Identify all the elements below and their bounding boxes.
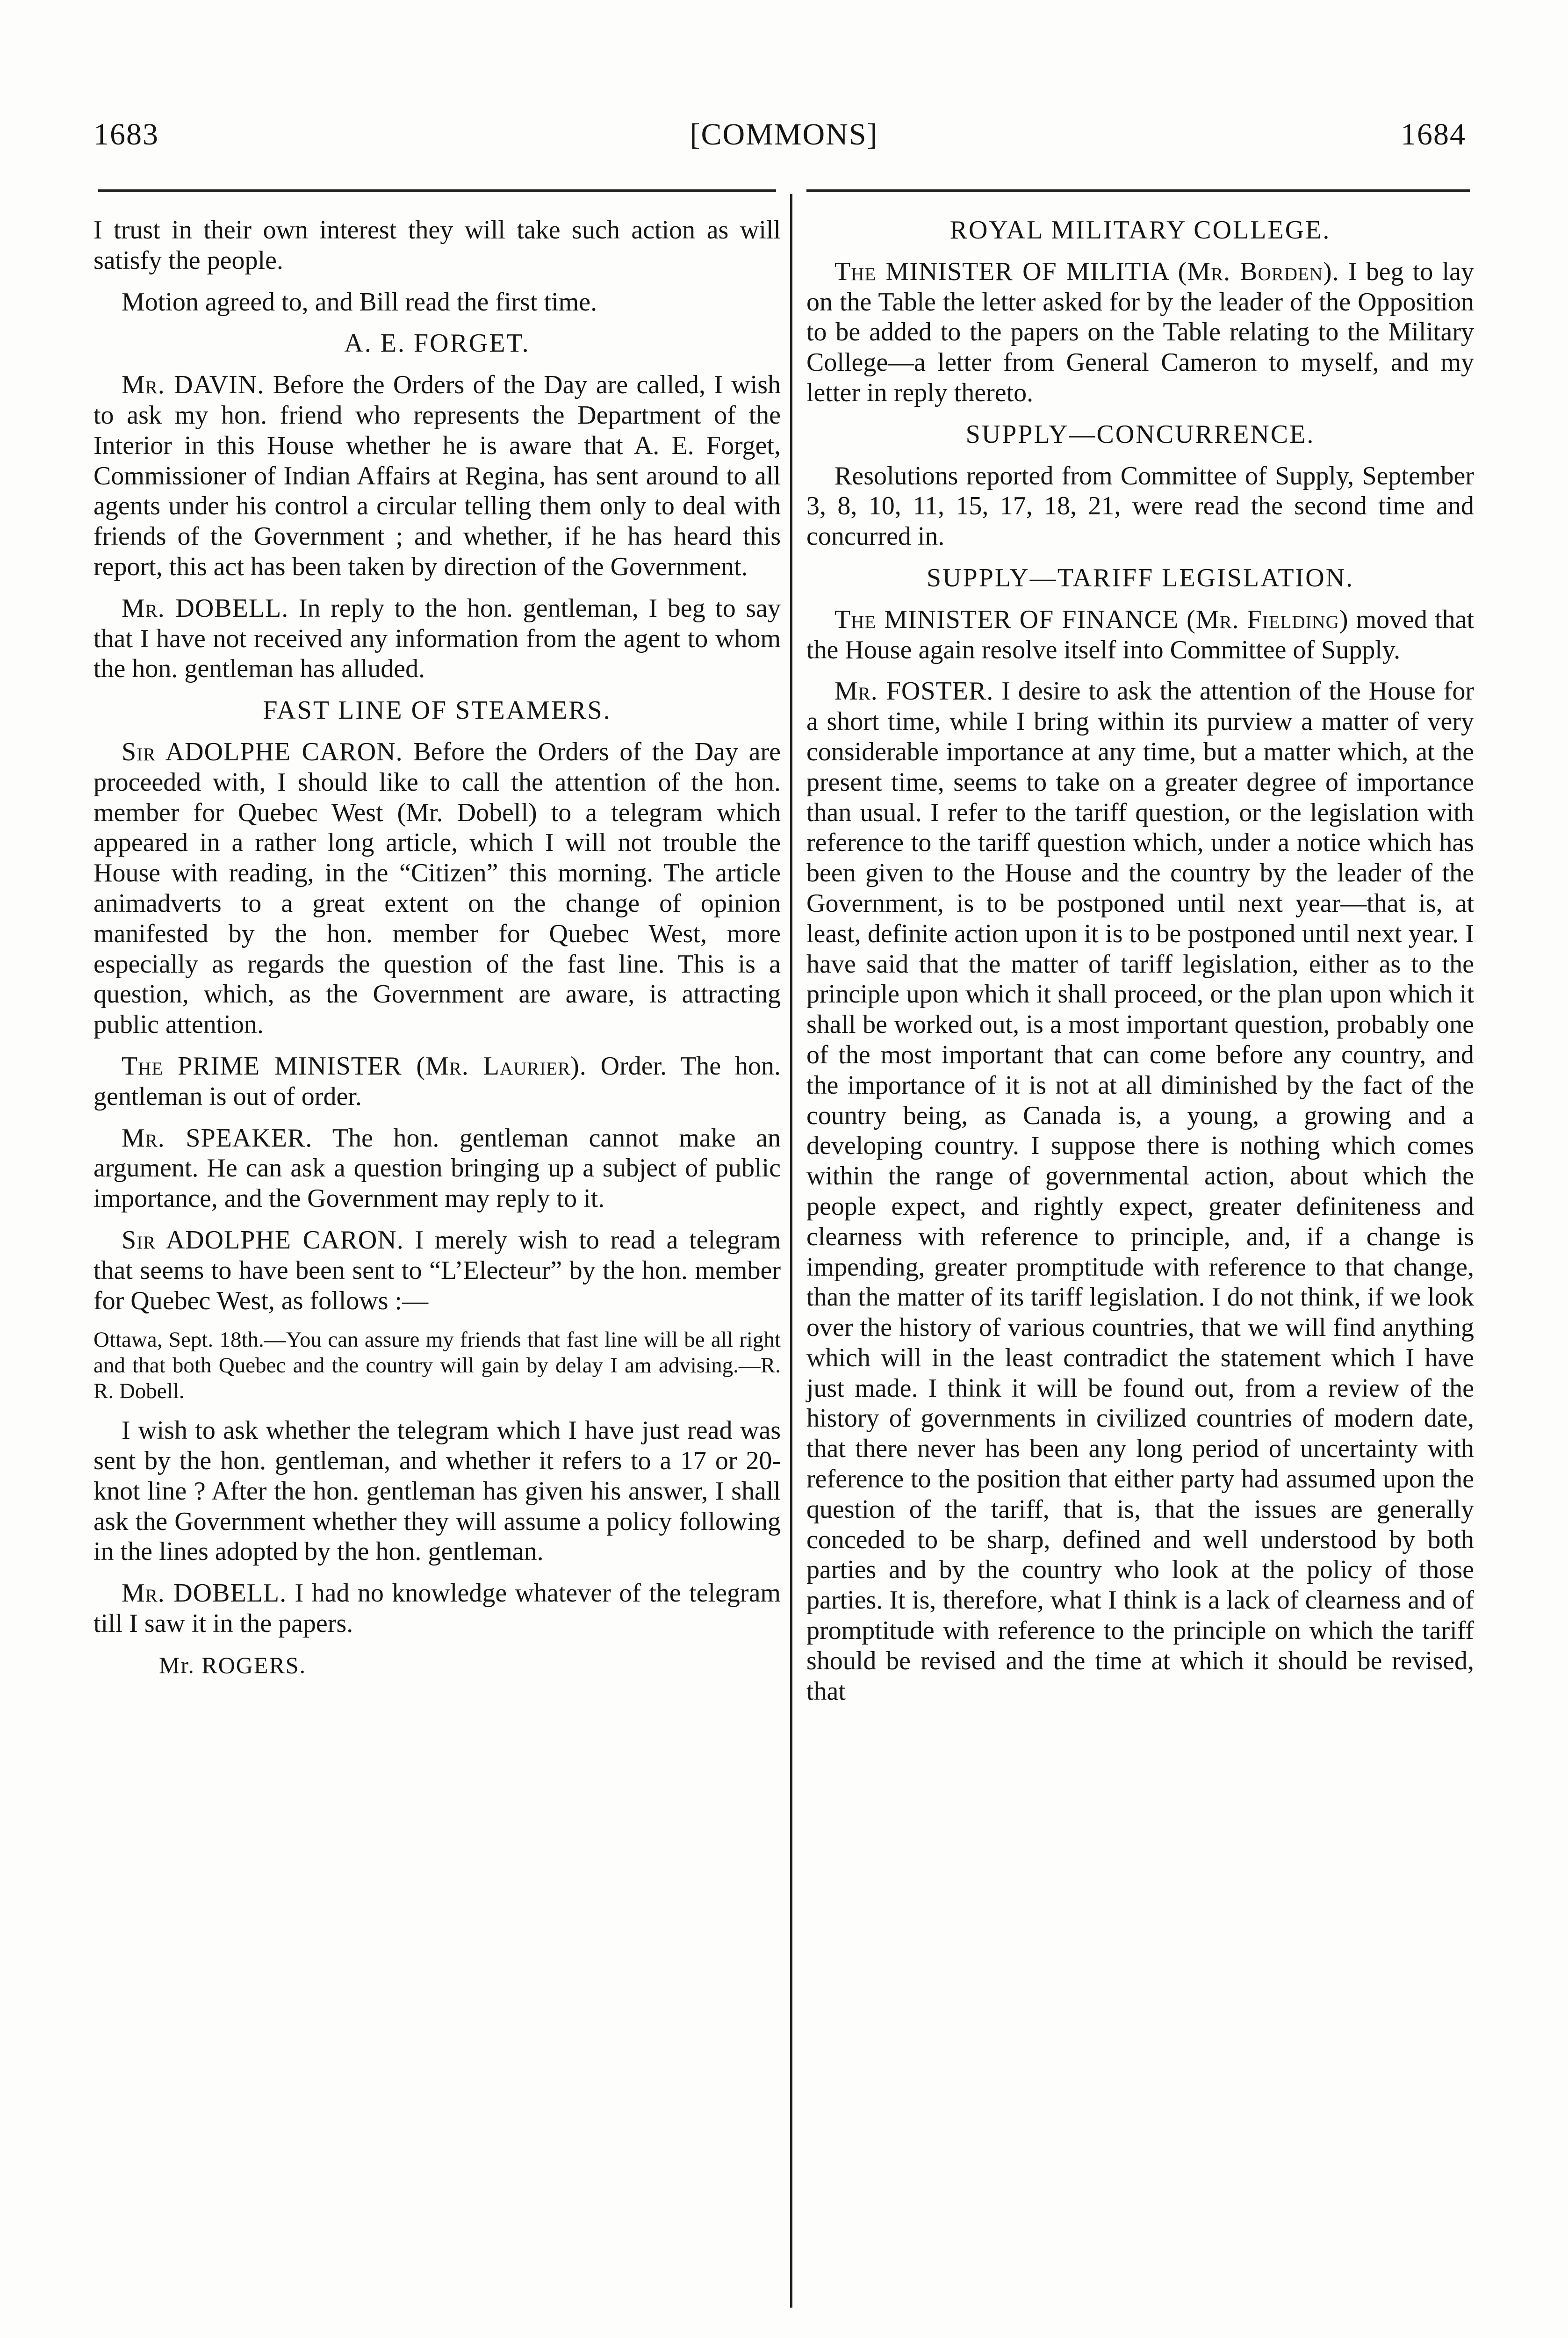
header-rule-left: [98, 189, 776, 192]
running-header: [COMMONS]: [690, 117, 878, 152]
speech-paragraph: [94, 1225, 781, 1316]
telegram-quote: Ottawa, Sept. 18th.—You can assure my friends that fast line will be all right and that both Quebec and the country will gain by delay I am advising.—R. R. Dobell.: [94, 1328, 781, 1404]
catchword-footer: Mr. ROGERS.: [159, 1652, 307, 1678]
speech-paragraph: [94, 1123, 781, 1214]
speech-paragraph: [94, 1051, 781, 1112]
header-rule-right: [806, 189, 1470, 192]
speech-text: In reply to the hon. gentleman, I beg to say that I have not received any information from the agent to whom the hon. gentleman has alluded.: [94, 593, 781, 684]
speech-text: Before the Orders of the Day are called, I wish to ask my hon. friend who represents the Department of the Interior in this House whether he is aware that A. E. Forget, Commissioner of Indian Affairs at Regina, has sent around to all agents under his control a circular telling them only to deal with friends of the Government ; and whether, if he has heard this report, this act has been taken by direction of the Government.: [94, 370, 781, 581]
speech-paragraph: [94, 1578, 781, 1639]
speech-paragraph: [806, 676, 1474, 1706]
speaker-name: Mr. FOSTER.: [834, 677, 994, 706]
section-heading: SUPPLY—CONCURRENCE.: [965, 419, 1315, 449]
speech-text: The hon. gentleman cannot make an argument. He can ask a question bringing up a subject of public importance, and the Government may reply to it.: [94, 1123, 781, 1213]
speech-text: I had no knowledge whatever of the telegram till I saw it in the papers.: [94, 1579, 781, 1638]
speaker-name: The MINISTER OF FINANCE (Mr. Fielding): [834, 605, 1349, 634]
speaker-name: Mr. DOBELL.: [122, 1579, 287, 1608]
section-heading: ROYAL MILITARY COLLEGE.: [949, 216, 1331, 245]
section-heading: SUPPLY—TARIFF LEGISLATION.: [926, 563, 1354, 592]
speaker-name: Sir ADOLPHE CARON.: [122, 1225, 404, 1255]
left-column: [94, 215, 781, 1692]
speech-paragraph: [806, 605, 1474, 665]
paragraph: Motion agreed to, and Bill read the first time.: [122, 287, 597, 317]
speech-text: Before the Orders of the Day are proceeded with, I should like to call the attention of the hon. member for Quebec West (Mr. Dobell) to a telegram which appeared in a rather long article, which I will not trouble the House with reading, in the “Citizen” this morning. The article animadverts to a great extent on the change of opinion manifested by the hon. member for Quebec West, more especially as regards the question of the fast line. This is a question, which, as the Government are aware, is attracting public attention.: [94, 737, 781, 1039]
column-divider: [790, 194, 792, 2308]
speech-paragraph: [94, 370, 781, 582]
page-number-right: 1684: [1401, 117, 1466, 152]
page-number-left: 1683: [94, 117, 159, 152]
speaker-name: Mr. SPEAKER.: [122, 1123, 313, 1153]
speaker-name: Mr. DAVIN.: [122, 370, 265, 400]
speech-text: I beg to lay on the Table the letter asked for by the leader of the Opposition to be added to the papers on the Table relating to the Military College—a letter from General Cameron to myself, and my letter in reply thereto.: [806, 257, 1474, 407]
speech-paragraph: [94, 737, 781, 1040]
paragraph: I trust in their own interest they will take such action as will satisfy the people.: [94, 216, 781, 275]
speech-paragraph: [94, 593, 781, 684]
speaker-name: Mr. DOBELL.: [122, 593, 289, 623]
speech-text: Order. The hon. gentleman is out of order.: [94, 1051, 781, 1111]
speech-text: I merely wish to read a telegram that seems to have been sent to “L’Electeur” by the hon. member for Quebec West, as follows :—: [94, 1225, 781, 1315]
speaker-name: The MINISTER OF MILITIA (Mr. Borden).: [834, 257, 1339, 286]
speech-text: moved that the House again resolve itself into Committee of Supply.: [806, 605, 1474, 664]
section-heading: FAST LINE OF STEAMERS.: [263, 696, 611, 725]
speech-paragraph: [806, 257, 1474, 408]
speaker-name: The PRIME MINISTER (Mr. Laurier).: [122, 1051, 587, 1081]
speech-text: I desire to ask the attention of the House for a short time, while I bring within its purview a matter of very considerable importance at any time, but a matter which, at the present time, seems to take on a greater degree of importance than usual. I refer to the tariff question, or the legislation with reference to the tariff question which, under a notice which has been given to the House and the country by the leader of the Government, is to be postponed until next year—that is, at least, definite action upon it is to be postponed until next year. I have said that the matter of tariff legislation, either as to the principle upon which it shall proceed, or the plan upon which it shall be worked out, is a most important question, probably one of the most important that can come before any country, and the importance of it is not at all diminished by the fact of the country being, as Canada is, a young, a growing and a developing country. I suppose there is nothing which comes within the range of governmental action, about which the people expect, and rightly expect, greater definiteness and clearness with reference to principle, and, if a change is impending, greater promptitude with reference to that change, than the matter of its tariff legislation. I do not think, if we look over the history of various countries, that we will find anything which will in the least contradict the statement which I have just made. I think it will be found out, from a review of the history of governments in civilized countries of modern date, that there never has been any long period of uncertainty with reference to the position that either party had assumed upon the question of the tariff, that is, that the issues are generally conceded to be sharp, defined and well understood by both parties and by the country who look at the policy of those parties. It is, therefore, what I think is a lack of clearness and of promptitude with reference to the principle on which the tariff should be revised and the time at which it should be revised, that: [806, 677, 1474, 1706]
right-column: [806, 215, 1474, 1717]
paragraph: I wish to ask whether the telegram which I have just read was sent by the hon. gentleman, and whether it refers to a 17 or 20-knot line ? After the hon. gentleman has given his answer, I shall ask the Government whether they will assume a policy following in the lines adopted by the hon. gentleman.: [94, 1416, 781, 1566]
paragraph: Resolutions reported from Committee of Supply, September 3, 8, 10, 11, 15, 17, 18, 21, were read the second time and concurred in.: [806, 461, 1474, 551]
section-heading: A. E. FORGET.: [344, 329, 530, 358]
speaker-name: Sir ADOLPHE CARON.: [122, 737, 403, 766]
